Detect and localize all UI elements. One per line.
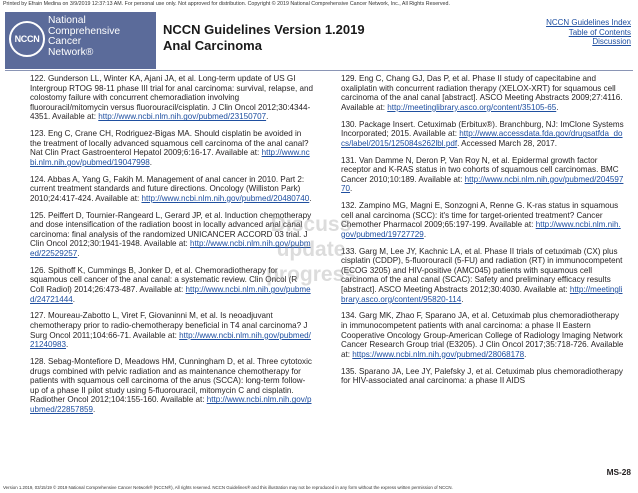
reference-item xyxy=(30,357,313,415)
reference-item xyxy=(341,367,624,386)
reference-text: 135. Sparano JA, Lee JY, Palefsky J, et al. Cetuximab plus chemoradiotherapy for HIV-associated anal carcinoma: a phase II AIDS xyxy=(341,366,623,386)
reference-suffix: . xyxy=(524,349,527,359)
watermark xyxy=(246,212,376,287)
reference-item xyxy=(341,311,624,359)
reference-link[interactable]: http://www.ncbi.nlm.nih.gov/pubmed/22857859 xyxy=(30,395,312,414)
reference-suffix: . xyxy=(66,340,69,350)
references-right-column xyxy=(341,74,624,393)
reference-link[interactable]: https://www.ncbi.nlm.nih.gov/pubmed/28068178 xyxy=(352,349,525,359)
reference-link[interactable]: http://www.accessdata.fda.gov/drugsatfda_docs/label/2015/125084s262lbl.pdf xyxy=(341,129,623,148)
reference-item xyxy=(30,74,313,122)
reference-suffix: . xyxy=(350,184,353,194)
reference-item xyxy=(341,156,624,194)
reference-item xyxy=(30,129,313,167)
reference-text: 127. Moureau-Zabotto L, Viret F, Giovaninni M, et al. Is neoadjuvant chemotherapy prior to radio-chemotherapy beneficial in T4 anal carcinoma? J Surg Oncol 2011;104:66-71. Available at: xyxy=(30,311,308,340)
reference-link[interactable]: http://www.ncbi.nlm.nih.gov/pubmed/19047998 xyxy=(30,148,310,167)
reference-text: 131. Van Damme N, Deron P, Van Roy N, et al. Epidermal growth factor receptor and K-RAS status in two cohorts of squamous cell carcinomas. BMC Cancer 2010;10:189. Available at: xyxy=(341,155,619,184)
footer-copyright: Version 1.2019, 03/15/19 © 2019 National Comprehensive Cancer Network® (NCCN®), All rights reserved. NCCN Guidelines® and this illustration may not be reproduced in any form without the express written permission of NCCN. xyxy=(3,485,453,490)
reference-link[interactable]: http://meetinglibrary.asco.org/content/35105-65 xyxy=(387,102,557,112)
logo-word: Network® xyxy=(48,46,94,58)
logo-word: National xyxy=(48,15,86,26)
guideline-topic: Anal Carcinoma xyxy=(163,38,262,53)
reference-suffix: . xyxy=(266,112,269,122)
reference-suffix: . xyxy=(77,249,80,259)
reference-suffix: . xyxy=(556,102,559,112)
nccn-logo xyxy=(5,12,156,69)
reference-suffix: . xyxy=(93,404,96,414)
reference-suffix: . Accessed March 28, 2017. xyxy=(457,138,557,148)
reference-item xyxy=(341,247,624,305)
nav-table-of-contents-link[interactable]: Table of Contents xyxy=(568,27,631,37)
reference-suffix: . xyxy=(149,157,152,167)
watermark-line: progress xyxy=(266,263,356,286)
document-title xyxy=(163,22,365,54)
reference-link[interactable]: http://www.ncbi.nlm.nih.gov/pubmed/23150707 xyxy=(98,112,267,122)
watermark-line: Discuss xyxy=(270,213,352,236)
reference-item xyxy=(341,120,624,149)
reference-text: 134. Garg MK, Zhao F, Sparano JA, et al. Cetuximab plus chemoradiotherapy in immunocompetent patients with anal carcinoma: a phase II Eastern Cooperative Oncology Group-American College of Radiology Imaging Network Cancer Research Group trial (E3205). J Clin Oncol 2017;35:718-726. Available at: xyxy=(341,311,624,359)
watermark-line: update xyxy=(276,238,346,261)
nav-guidelines-index-link[interactable]: NCCN Guidelines Index xyxy=(546,18,631,27)
reference-suffix: . xyxy=(309,193,312,203)
nccn-logo-mark: NCCN xyxy=(9,21,45,57)
nav-discussion-link[interactable]: Discussion xyxy=(592,37,631,47)
nccn-logo-words xyxy=(48,16,120,58)
reference-link[interactable]: http://www.ncbi.nlm.nih.gov/pubmed/19727729 xyxy=(341,220,621,239)
header-divider xyxy=(5,70,633,71)
reference-text: 133. Garg M, Lee JY, Kachnic LA, et al. Phase II trials of cetuximab (CX) plus cisplatin (CDDP), 5-fluorouracil (5-FU) and radiation (RT) in immunocompetent (ECOG 3205) and HIV-positive (AMC045) patients with squamous cell carcinoma of the anal canal (SCAC): Safety and preliminary efficacy results [abstract]. ASCO Meeting Abstracts 2012;30:4030. Available at: xyxy=(341,246,623,295)
reference-text: 122. Gunderson LL, Winter KA, Ajani JA, et al. Long-term update of US GI Intergroup RTOG 98-11 phase III trial for anal carcinoma: survival, relapse, and colostomy failure with concurrent chemoradiation involving fluorouracil/mitomycin versus fluorouracil/cisplatin. J Clin Oncol 2012;30:4344-4351. Available at: xyxy=(30,74,313,122)
logo-word: Comprehensive xyxy=(48,25,121,37)
reference-text: 128. Sebag-Montefiore D, Meadows HM, Cunningham D, et al. Three cytotoxic drugs combined with pelvic radiation and as maintenance chemotherapy for patients with squamous cell carcinoma of the anus (SCCA): long-term follow-up of a phase II pilot study using 5-fluorouracil, mitomycin C and cisplatin. Radiother Oncol 2012;104:155-160. Available at: xyxy=(30,356,312,405)
reference-link[interactable]: http://meetinglibrary.asco.org/content/95820-114 xyxy=(341,285,623,304)
reference-text: 124. Abbas A, Yang G, Fakih M. Management of anal cancer in 2010. Part 2: current treatment standards and future directions. Oncology (Williston Park) 2010;24:417-424. Available at: xyxy=(30,174,305,203)
reference-item xyxy=(30,175,313,204)
reference-text: 123. Eng C, Crane CH, Rodriguez-Bigas MA. Should cisplatin be avoided in the treatment of locally advanced squamous cell carcinoma of the anal canal? Nat Clin Pract Gastroenterol Hepatol 2009;6:16-17. Available at: xyxy=(30,129,309,158)
reference-text: 130. Package Insert. Cetuximab (Erbitux®). Branchburg, NJ: ImClone Systems Incorporated; 2015. Available at: xyxy=(341,119,624,139)
reference-text: 132. Zampino MG, Magni E, Sonzogni A, Renne G. K-ras status in squamous cell anal carcinoma (SCC): it's time for target-oriented treatment? Cancer Chemother Pharmacol 2009;65:197-199. Available at: xyxy=(341,201,619,230)
reference-text: 129. Eng C, Chang GJ, Das P, et al. Phase II study of capecitabine and oxaliplatin with concurrent radiation therapy (XELOX-XRT) for squamous cell carcinoma of the anal canal [abstract]. ASCO Meeting Abstracts 2009;27:4116. Available at: xyxy=(341,74,623,112)
reference-text: 126. Spithoff K, Cummings B, Jonker D, et al. Chemoradiotherapy for squamous cell cancer of the anal canal: a systematic review. Clin Oncol (R Coll Radiol) 2014;26:473-487. Available at: xyxy=(30,265,298,295)
print-notice: Printed by Efrain Medina on 3/9/2019 12:37:13 AM. For personal use only. Not approved for distribution. Copyright © 2019 National Comprehensive Cancer Network, Inc., All Rights Reserved. xyxy=(3,1,450,7)
reference-text: 125. Peiffert D, Tournier-Rangeard L, Gerard JP, et al. Induction chemotherapy and dose intensification of the radiation boost in locally advanced anal canal carcinoma: final analysis of the randomized UNICANCER ACCORD 03 trial. J Clin Oncol 2012;30:1941-1948. Available at: xyxy=(30,210,312,249)
reference-suffix: . xyxy=(72,294,76,304)
logo-word: Cancer xyxy=(48,36,82,48)
reference-item xyxy=(30,311,313,349)
reference-link[interactable]: http://www.ncbi.nlm.nih.gov/pubmed/24721444 xyxy=(30,285,311,304)
page-number: MS-28 xyxy=(606,467,631,477)
reference-link[interactable]: http://www.ncbi.nlm.nih.gov/pubmed/20459770 xyxy=(341,174,624,194)
guideline-version: NCCN Guidelines Version 1.2019 xyxy=(163,22,365,37)
reference-link[interactable]: http://www.ncbi.nlm.nih.gov/pubmed/20480740 xyxy=(141,193,310,203)
reference-item xyxy=(341,201,624,239)
reference-item xyxy=(341,74,624,112)
reference-link[interactable]: http://www.ncbi.nlm.nih.gov/pubmed/21240983 xyxy=(30,330,311,350)
reference-suffix: . xyxy=(423,229,427,239)
reference-suffix: . xyxy=(461,294,464,304)
guideline-nav xyxy=(546,18,631,47)
reference-link[interactable]: http://www.ncbi.nlm.nih.gov/pubmed/22529257 xyxy=(30,239,311,259)
